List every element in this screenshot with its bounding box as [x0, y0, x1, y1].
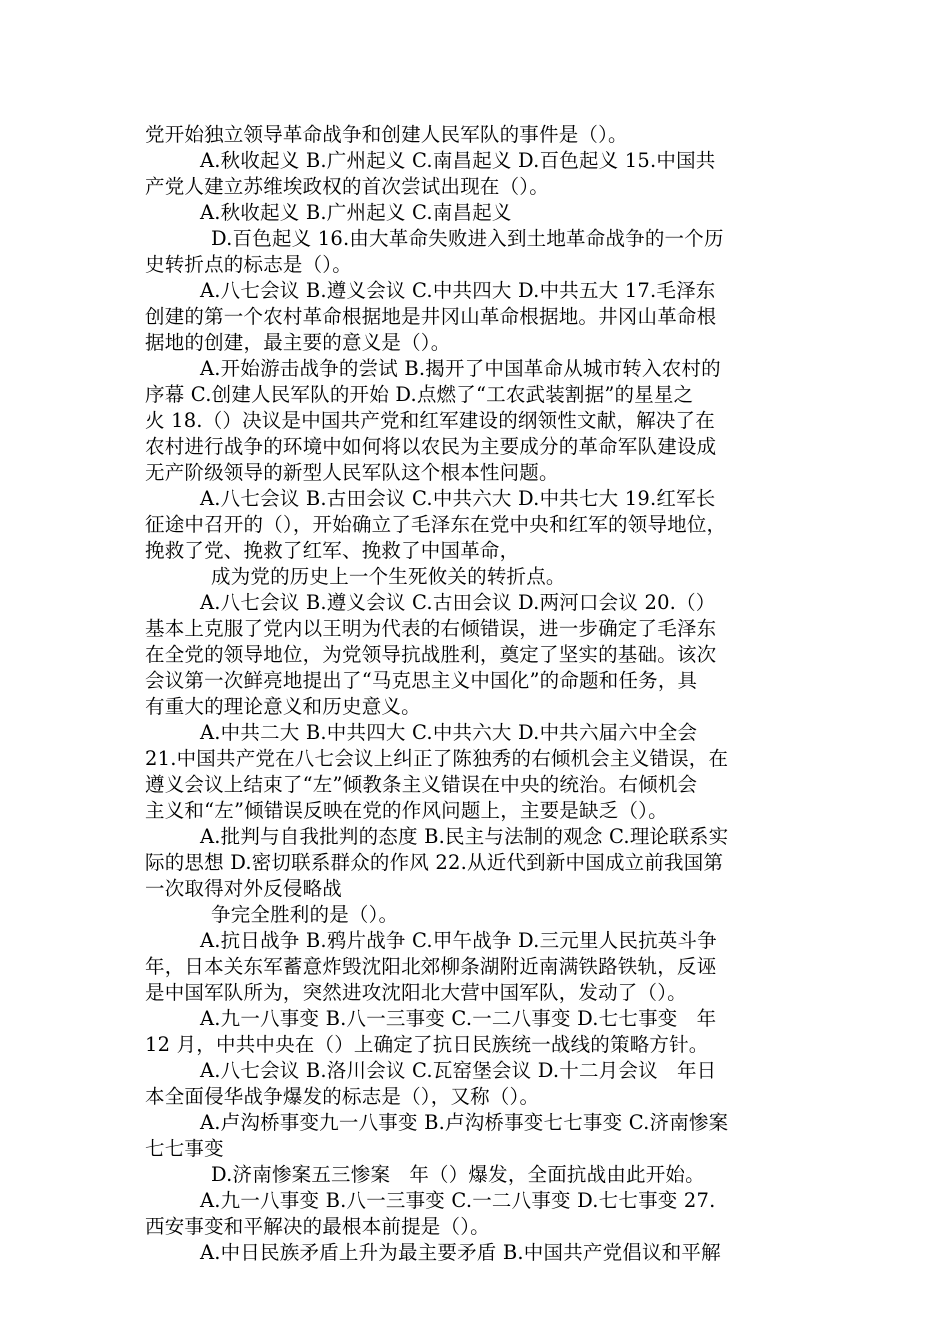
- text-line: 创建的第一个农村革命根据地是井冈山革命根据地。井冈山革命根: [145, 305, 717, 328]
- text-line: 12 月，中共中央在（）上确定了抗日民族统一战线的策略方针。: [145, 1033, 709, 1056]
- text-line: 遵义会议上结束了“左”倾教条主义错误在中央的统治。右倾机会: [145, 773, 698, 796]
- text-line: 无产阶级领导的新型人民军队这个根本性问题。: [145, 461, 559, 484]
- text-line: A.抗日战争 B.鸦片战争 C.甲午战争 D.三元里人民抗英斗争: [200, 929, 717, 952]
- text-line: A.九一八事变 B.八一三事变 C.一二八事变 D.七七事变 27.: [200, 1189, 716, 1212]
- text-line: 成为党的历史上一个生死攸关的转折点。: [211, 565, 566, 588]
- text-line: A.秋收起义 B.广州起义 C.南昌起义: [200, 201, 512, 224]
- text-line: 七七事变: [145, 1137, 224, 1160]
- text-line: A.中日民族矛盾上升为最主要矛盾 B.中国共产党倡议和平解: [200, 1241, 721, 1264]
- text-line: 年，日本关东军蓄意炸毁沈阳北郊柳条湖附近南满铁路铁轨，反诬: [145, 955, 717, 978]
- text-line: A.卢沟桥事变九一八事变 B.卢沟桥事变七七事变 C.济南惨案: [200, 1111, 729, 1134]
- text-line: 有重大的理论意义和历史意义。: [145, 695, 421, 718]
- text-line: A.批判与自我批判的态度 B.民主与法制的观念 C.理论联系实: [200, 825, 729, 848]
- text-line: A.九一八事变 B.八一三事变 C.一二八事变 D.七七事变 年: [200, 1007, 717, 1030]
- text-line: A.中共二大 B.中共四大 C.中共六大 D.中共六届六中全会: [200, 721, 698, 744]
- text-line: 一次取得对外反侵略战: [145, 877, 343, 900]
- text-line: D.百色起义 16.由大革命失败进入到土地革命战争的一个历: [211, 227, 724, 250]
- text-line: A.开始游击战争的尝试 B.揭开了中国革命从城市转入农村的: [200, 357, 721, 380]
- text-line: 会议第一次鲜亮地提出了“马克思主义中国化”的命题和任务，具: [145, 669, 698, 692]
- text-line: 党开始独立领导革命战争和创建人民军队的事件是（）。: [145, 123, 628, 146]
- text-line: 据地的创建，最主要的意义是（）。: [145, 331, 451, 354]
- text-line: 序幕 C.创建人民军队的开始 D.点燃了“工农武装割据”的星星之: [145, 383, 694, 406]
- text-line: 21.中国共产党在八七会议上纠正了陈独秀的右倾机会主义错误，在: [145, 747, 729, 770]
- text-line: 史转折点的标志是（）。: [145, 253, 352, 276]
- text-line: 在全党的领导地位，为党领导抗战胜利，奠定了坚实的基础。该次: [145, 643, 717, 666]
- text-line: 西安事变和平解决的最根本前提是（）。: [145, 1215, 490, 1238]
- document-page: [145, 122, 815, 1266]
- text-line: 是中国军队所为，突然进攻沈阳北大营中国军队，发动了（）。: [145, 981, 687, 1004]
- text-line: 本全面侵华战争爆发的标志是（），又称（）。: [145, 1085, 540, 1108]
- text-line: 挽救了党、挽救了红军、挽救了中国革命，: [145, 539, 520, 562]
- text-line: A.八七会议 B.遵义会议 C.古田会议 D.两河口会议 20.（）: [200, 591, 716, 614]
- text-line: 主义和“左”倾错误反映在党的作风问题上，主要是缺乏（）。: [145, 799, 668, 822]
- text-line: 农村进行战争的环境中如何将以农民为主要成分的革命军队建设成: [145, 435, 717, 458]
- text-line: A.八七会议 B.遵义会议 C.中共四大 D.中共五大 17.毛泽东: [200, 279, 716, 302]
- text-line: 产党人建立苏维埃政权的首次尝试出现在（）。: [145, 175, 549, 198]
- text-line: 争完全胜利的是（）。: [211, 903, 399, 926]
- text-line: 基本上克服了党内以王明为代表的右倾错误，进一步确定了毛泽东: [145, 617, 717, 640]
- text-line: 火 18.（）决议是中国共产党和红军建设的纲领性文献，解决了在: [145, 409, 715, 432]
- text-line: 征途中召开的（），开始确立了毛泽东在党中央和红军的领导地位，: [145, 513, 727, 536]
- text-line: A.秋收起义 B.广州起义 C.南昌起义 D.百色起义 15.中国共: [200, 149, 716, 172]
- text-line: A.八七会议 B.古田会议 C.中共六大 D.中共七大 19.红军长: [200, 487, 716, 510]
- text-line: 际的思想 D.密切联系群众的作风 22.从近代到新中国成立前我国第: [145, 851, 724, 874]
- text-line: A.八七会议 B.洛川会议 C.瓦窑堡会议 D.十二月会议 年日: [200, 1059, 717, 1082]
- text-line: D.济南惨案五三惨案 年（）爆发，全面抗战由此开始。: [211, 1163, 705, 1186]
